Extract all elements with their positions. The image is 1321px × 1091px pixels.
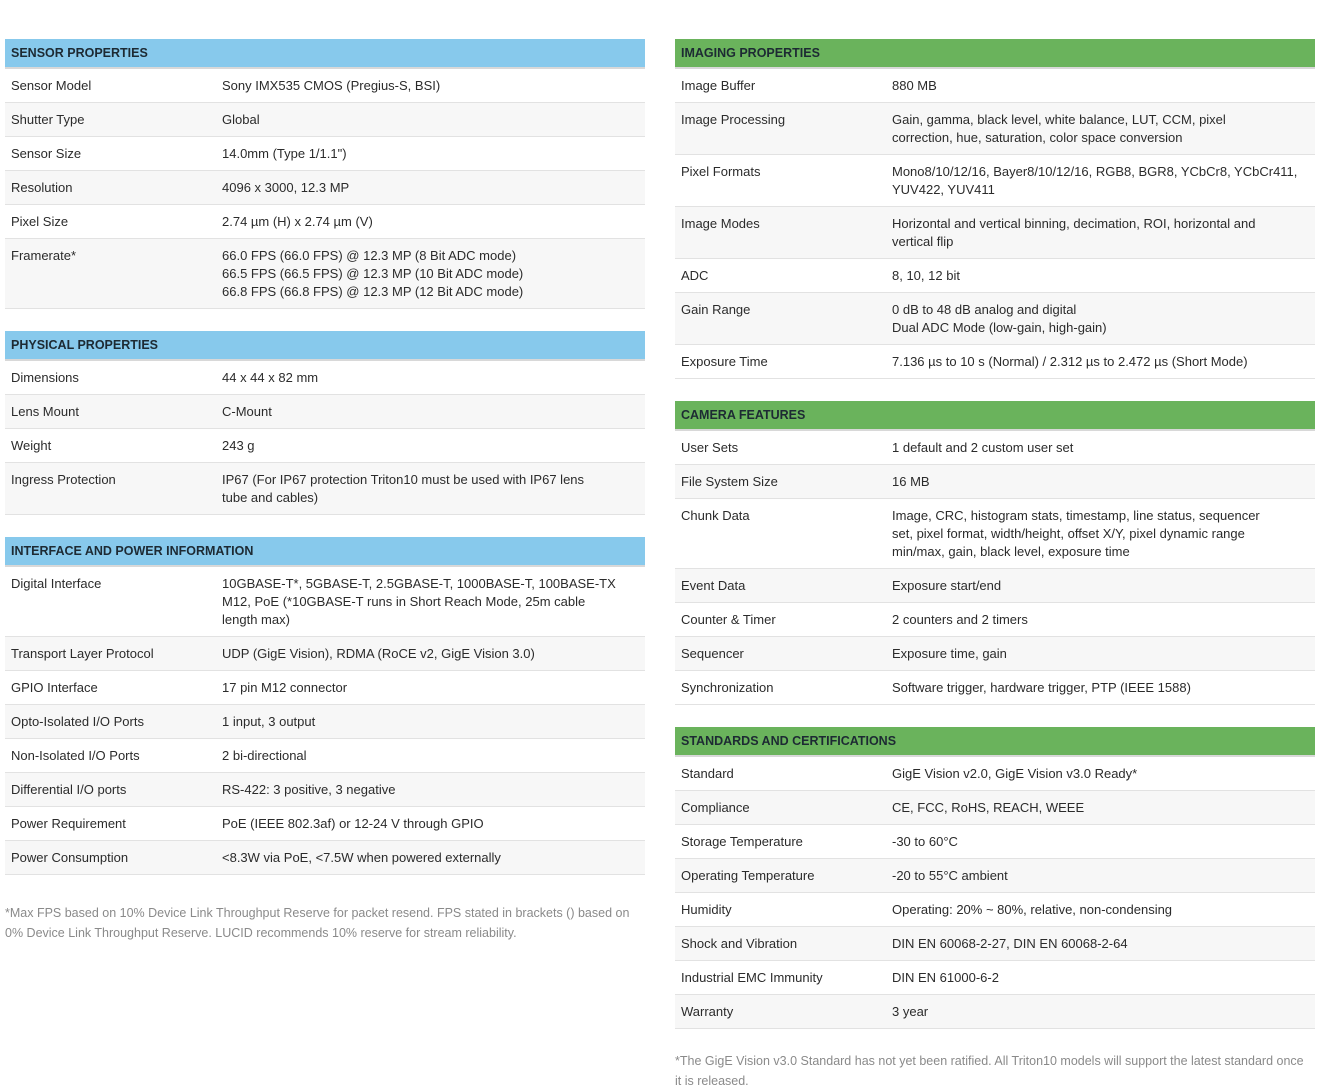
spec-label: Sensor Model	[11, 78, 92, 93]
spec-label: Image Modes	[681, 216, 760, 231]
spec-value: 4096 x 3000, 12.3 MP	[222, 180, 350, 195]
spec-label: Pixel Size	[11, 214, 69, 229]
spec-row	[5, 841, 645, 875]
spec-value: C-Mount	[222, 404, 272, 419]
spec-row	[675, 671, 1315, 705]
spec-value: Sony IMX535 CMOS (Pregius-S, BSI)	[222, 78, 441, 93]
spec-row	[675, 207, 1315, 259]
spec-label: Sensor Size	[11, 146, 82, 161]
spec-label: Power Requirement	[11, 816, 126, 831]
spec-label: Pixel Formats	[681, 164, 761, 179]
spec-value: 243 g	[222, 438, 255, 453]
spec-value: Global	[222, 112, 260, 127]
spec-label: Image Processing	[681, 112, 786, 127]
spec-row	[675, 961, 1315, 995]
spec-row	[5, 807, 645, 841]
spec-value: PoE (IEEE 802.3af) or 12-24 V through GPIO	[222, 816, 484, 831]
spec-label: Synchronization	[681, 680, 774, 695]
spec-label: Transport Layer Protocol	[11, 646, 154, 661]
spec-row	[675, 825, 1315, 859]
spec-label: Counter & Timer	[681, 612, 776, 627]
spec-value: 16 MB	[892, 474, 930, 489]
spec-value: 880 MB	[892, 78, 937, 93]
spec-row	[675, 569, 1315, 603]
spec-row	[5, 739, 645, 773]
spec-row	[5, 773, 645, 807]
spec-label: Compliance	[681, 800, 750, 815]
spec-row	[675, 499, 1315, 569]
spec-value: 14.0mm (Type 1/1.1")	[222, 146, 347, 161]
spec-row	[675, 603, 1315, 637]
spec-row	[675, 893, 1315, 927]
spec-row	[5, 171, 645, 205]
spec-label: Opto-Isolated I/O Ports	[11, 714, 144, 729]
spec-row	[675, 927, 1315, 961]
spec-label: Exposure Time	[681, 354, 768, 369]
spec-label: GPIO Interface	[11, 680, 98, 695]
spec-value: IP67 (For IP67 protection Triton10 must be used with IP67 lens tube and cables)	[222, 472, 585, 505]
section-header: SENSOR PROPERTIES	[5, 39, 645, 69]
spec-row	[675, 259, 1315, 293]
spec-row	[5, 137, 645, 171]
footnote: *The GigE Vision v3.0 Standard has not yet been ratified. All Triton10 models will support the latest standard once it is released.	[675, 1054, 1304, 1088]
section-header: PHYSICAL PROPERTIES	[5, 331, 645, 361]
spec-label: User Sets	[681, 440, 739, 455]
spec-value: 10GBASE-T*, 5GBASE-T, 2.5GBASE-T, 1000BASE-T, 100BASE-TX M12, PoE (*10GBASE-T runs in Short Reach Mode, 25m cable length max)	[222, 576, 616, 627]
spec-label: Resolution	[11, 180, 73, 195]
section-header: STANDARDS AND CERTIFICATIONS	[675, 727, 1315, 757]
spec-value: 3 year	[892, 1004, 929, 1019]
spec-value: Software trigger, hardware trigger, PTP (IEEE 1588)	[892, 680, 1191, 695]
section-header: IMAGING PROPERTIES	[675, 39, 1315, 69]
spec-row	[675, 791, 1315, 825]
spec-value: 2 counters and 2 timers	[892, 612, 1028, 627]
spec-value: -20 to 55°C ambient	[892, 868, 1008, 883]
spec-label: Standard	[681, 766, 734, 781]
spec-value: 7.136 µs to 10 s (Normal) / 2.312 µs to 2.472 µs (Short Mode)	[892, 354, 1248, 369]
spec-label: Differential I/O ports	[11, 782, 127, 797]
spec-row	[5, 239, 645, 309]
spec-label: Weight	[11, 438, 52, 453]
spec-row	[675, 757, 1315, 791]
spec-value: <8.3W via PoE, <7.5W when powered externally	[222, 850, 501, 865]
spec-value: 1 default and 2 custom user set	[892, 440, 1074, 455]
spec-label: Digital Interface	[11, 576, 102, 591]
sensor-properties-section	[5, 39, 645, 309]
spec-label: Chunk Data	[681, 508, 750, 523]
spec-row	[5, 429, 645, 463]
spec-label: Lens Mount	[11, 404, 79, 419]
footnote: *Max FPS based on 10% Device Link Throughput Reserve for packet resend. FPS stated in brackets () based on 0% Device Link Throughput Reserve. LUCID recommends 10% reserve for stream reliability.	[5, 906, 630, 940]
spec-row	[5, 103, 645, 137]
spec-row	[675, 465, 1315, 499]
section-header: CAMERA FEATURES	[675, 401, 1315, 431]
right-column	[675, 39, 1315, 1091]
spec-value: Operating: 20% ~ 80%, relative, non-condensing	[892, 902, 1173, 917]
spec-value: 17 pin M12 connector	[222, 680, 348, 695]
spec-label: Storage Temperature	[681, 834, 803, 849]
spec-value: 44 x 44 x 82 mm	[222, 370, 319, 385]
spec-label: Warranty	[681, 1004, 734, 1019]
spec-label: Event Data	[681, 578, 746, 593]
spec-row	[675, 155, 1315, 207]
standards-certifications-section	[675, 727, 1315, 1029]
spec-value: -30 to 60°C	[892, 834, 958, 849]
spec-row	[675, 293, 1315, 345]
spec-row	[675, 431, 1315, 465]
spec-row	[5, 567, 645, 637]
spec-label: Power Consumption	[11, 850, 129, 865]
spec-label: Dimensions	[11, 370, 79, 385]
spec-value: DIN EN 61000-6-2	[892, 970, 999, 985]
section-header: INTERFACE AND POWER INFORMATION	[5, 537, 645, 567]
spec-value: DIN EN 60068-2-27, DIN EN 60068-2-64	[892, 936, 1128, 951]
spec-label: Framerate*	[11, 248, 77, 263]
spec-value: Gain, gamma, black level, white balance, LUT, CCM, pixel correction, hue, saturation, color space conversion	[892, 112, 1226, 145]
spec-label: Non-Isolated I/O Ports	[11, 748, 140, 763]
spec-row	[5, 361, 645, 395]
spec-value: GigE Vision v2.0, GigE Vision v3.0 Ready*	[892, 766, 1138, 781]
spec-value: Image, CRC, histogram stats, timestamp, line status, sequencer set, pixel format, width/height, offset X/Y, pixel dynamic range min/max, gain, black level, exposure time	[892, 508, 1260, 559]
interface-power-section	[5, 537, 645, 875]
spec-value: Horizontal and vertical binning, decimation, ROI, horizontal and vertical flip	[892, 216, 1256, 249]
spec-row	[675, 859, 1315, 893]
spec-value: 66.0 FPS (66.0 FPS) @ 12.3 MP (8 Bit ADC mode) 66.5 FPS (66.5 FPS) @ 12.3 MP (10 Bit ADC mode) 66.8 FPS (66.8 FPS) @ 12.3 MP (12 Bit ADC mode)	[222, 248, 524, 299]
spec-value: 2 bi-directional	[222, 748, 307, 763]
spec-value: 2.74 µm (H) x 2.74 µm (V)	[222, 214, 373, 229]
spec-label: Humidity	[681, 902, 732, 917]
spec-label: Sequencer	[681, 646, 744, 661]
camera-features-section	[675, 401, 1315, 705]
spec-label: Industrial EMC Immunity	[681, 970, 823, 985]
spec-row	[675, 637, 1315, 671]
spec-value: 0 dB to 48 dB analog and digital Dual ADC Mode (low-gain, high-gain)	[892, 302, 1107, 335]
spec-label: Image Buffer	[681, 78, 756, 93]
spec-value: 1 input, 3 output	[222, 714, 316, 729]
spec-label: Gain Range	[681, 302, 751, 317]
spec-row	[5, 69, 645, 103]
spec-value: CE, FCC, RoHS, REACH, WEEE	[892, 800, 1085, 815]
spec-row	[5, 671, 645, 705]
left-column	[5, 39, 645, 943]
spec-value: Exposure time, gain	[892, 646, 1007, 661]
spec-value: RS-422: 3 positive, 3 negative	[222, 782, 396, 797]
physical-properties-section	[5, 331, 645, 515]
spec-label: File System Size	[681, 474, 778, 489]
spec-row	[5, 205, 645, 239]
spec-row	[675, 69, 1315, 103]
spec-value: Exposure start/end	[892, 578, 1002, 593]
spec-value: UDP (GigE Vision), RDMA (RoCE v2, GigE Vision 3.0)	[222, 646, 535, 661]
spec-label: Operating Temperature	[681, 868, 815, 883]
imaging-properties-section	[675, 39, 1315, 379]
spec-label: Shock and Vibration	[681, 936, 798, 951]
spec-label: Ingress Protection	[11, 472, 116, 487]
spec-row	[675, 103, 1315, 155]
spec-row	[675, 345, 1315, 379]
spec-row	[5, 463, 645, 515]
spec-row	[5, 637, 645, 671]
spec-value: Mono8/10/12/16, Bayer8/10/12/16, RGB8, BGR8, YCbCr8, YCbCr411, YUV422, YUV411	[892, 164, 1298, 197]
spec-row	[675, 995, 1315, 1029]
spec-row	[5, 705, 645, 739]
spec-row	[5, 395, 645, 429]
spec-label: Shutter Type	[11, 112, 85, 127]
spec-value: 8, 10, 12 bit	[892, 268, 960, 283]
spec-label: ADC	[681, 268, 709, 283]
